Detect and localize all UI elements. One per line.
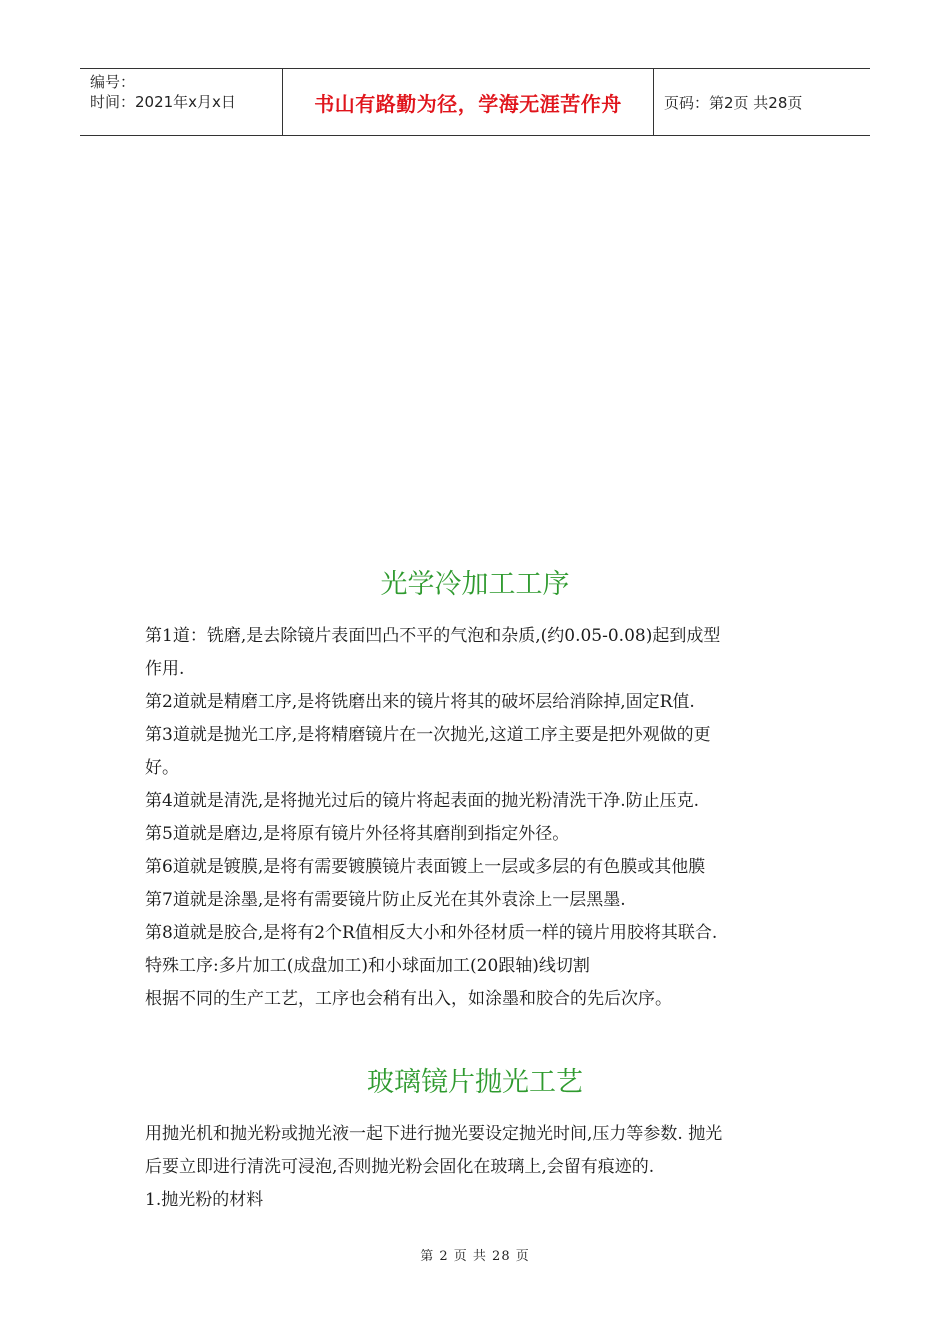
document-number-label: 编号： [90, 73, 136, 91]
section-body-cold-processing [145, 620, 815, 1016]
text-line: 第7道就是涂墨,是将有需要镜片防止反光在其外袁涂上一层黑墨. [145, 890, 626, 910]
header-page-info: 页码：第2页 共28页 [664, 93, 803, 112]
document-time-label: 时间：2021年x月x日 [90, 93, 236, 111]
text-line: 好。 [145, 758, 179, 778]
section-body-glass-polishing [145, 1118, 815, 1217]
text-line: 第6道就是镀膜,是将有需要镀膜镜片表面镀上一层或多层的有色膜或其他膜 [145, 857, 706, 877]
section-title-cold-processing: 光学冷加工工序 [380, 569, 570, 600]
text-line: 根据不同的生产工艺，工序也会稍有出入，如涂墨和胶合的先后次序。 [145, 989, 672, 1009]
text-line: 第8道就是胶合,是将有2个R值相反大小和外径材质一样的镜片用胶将其联合. [145, 923, 718, 943]
header-meta [80, 69, 282, 135]
header-motto: 书山有路勤为径，学海无涯苦作舟 [282, 69, 654, 135]
text-line: 第5道就是磨边,是将原有镜片外径将其磨削到指定外径。 [145, 824, 570, 844]
text-line: 第2道就是精磨工序,是将铣磨出来的镜片将其的破坏层给消除掉,固定R值. [145, 692, 695, 712]
text-line: 第4道就是清洗,是将抛光过后的镜片将起表面的抛光粉清洗干净.防止压克. [145, 791, 700, 811]
text-line: 用抛光机和抛光粉或抛光液一起下进行抛光要设定抛光时间,压力等参数. 抛光 [145, 1124, 723, 1144]
page-footer: 第 2 页 共 28 页 [420, 1249, 530, 1264]
text-line: 后要立即进行清洗可浸泡,否则抛光粉会固化在玻璃上,会留有痕迹的. [145, 1157, 655, 1177]
text-line: 特殊工序:多片加工(成盘加工)和小球面加工(20跟轴)线切割 [145, 956, 590, 976]
page-header [80, 68, 870, 136]
text-line: 第3道就是抛光工序,是将精磨镜片在一次抛光,这道工序主要是把外观做的更 [145, 725, 711, 745]
section-title-glass-polishing: 玻璃镜片抛光工艺 [367, 1067, 583, 1098]
text-line: 作用. [145, 659, 185, 679]
text-line: 第1道：铣磨,是去除镜片表面凹凸不平的气泡和杂质,(约0.05-0.08)起到成型 [145, 626, 721, 646]
text-line: 1.抛光粉的材料 [145, 1190, 264, 1210]
